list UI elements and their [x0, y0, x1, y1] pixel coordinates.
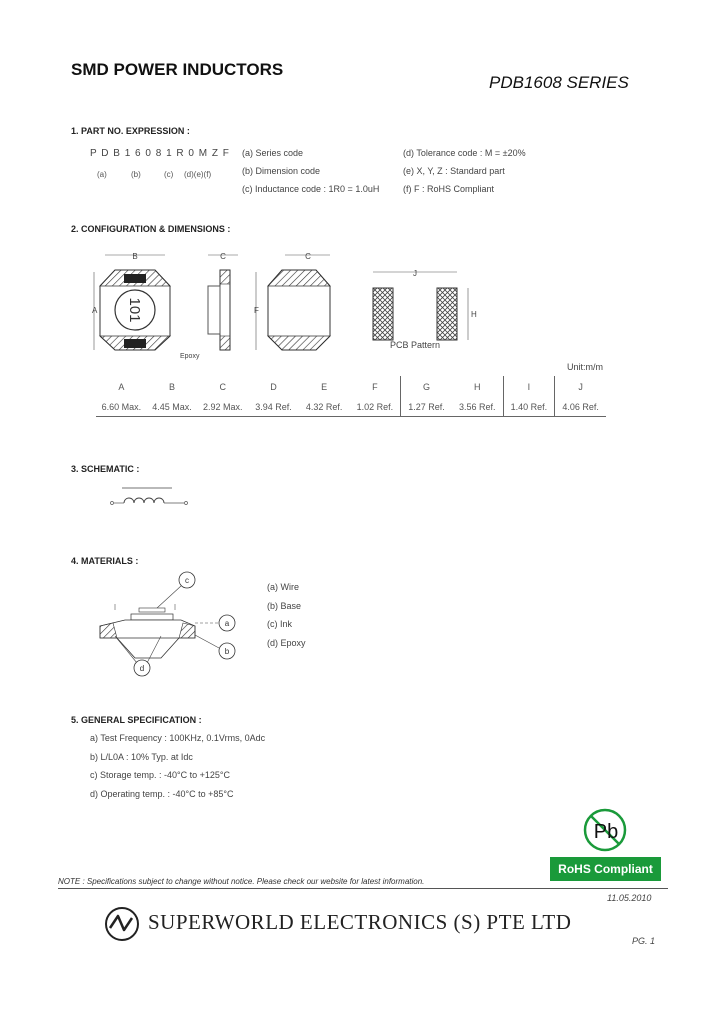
table-cell: 3.56 Ref.	[452, 398, 503, 417]
section-spec-heading: 5. GENERAL SPECIFICATION :	[71, 715, 202, 725]
pcb-pattern-drawing	[373, 269, 477, 350]
table-cell: 1.40 Ref.	[503, 398, 555, 417]
footer-note: NOTE : Specifications subject to change without notice. Please check our website for latest information.	[58, 877, 425, 886]
desc-d: (d) Tolerance code : M = ±20%	[403, 148, 526, 158]
dimension-drawings	[80, 240, 500, 365]
dim-label-h: H	[471, 310, 477, 319]
table-header: I	[503, 376, 555, 398]
table-header: D	[270, 382, 277, 392]
rohs-compliant-badge: RoHS Compliant	[550, 857, 661, 881]
lead-free-icon	[580, 805, 630, 855]
material-item: (a) Wire	[267, 582, 299, 592]
section-part-no-heading: 1. PART NO. EXPRESSION :	[71, 126, 190, 136]
page-title: SMD POWER INDUCTORS	[71, 60, 284, 79]
document-date: 11.05.2010	[607, 893, 652, 903]
callout-a: a	[224, 619, 230, 628]
marking-code: 101	[126, 297, 143, 323]
dim-label-j: J	[413, 269, 417, 278]
table-header: C	[219, 382, 226, 392]
bottom-view-drawing	[254, 252, 330, 350]
desc-e: (e) X, Y, Z : Standard part	[403, 166, 505, 176]
part-no-code: P D B 1 6 0 8 1 R 0 M Z F	[90, 148, 230, 159]
material-item: (b) Base	[267, 601, 302, 611]
section-schematic-heading: 3. SCHEMATIC :	[71, 464, 140, 474]
dim-label-b: B	[132, 252, 138, 261]
company-name: SUPERWORLD ELECTRONICS (S) PTE LTD	[148, 910, 572, 934]
inductor-schematic	[100, 484, 200, 514]
table-header: J	[578, 382, 583, 392]
desc-c: (c) Inductance code : 1R0 = 1.0uH	[242, 184, 380, 194]
desc-b: (b) Dimension code	[242, 166, 321, 176]
page-number: PG. 1	[632, 936, 656, 946]
table-cell: 6.60 Max.	[96, 398, 147, 417]
dim-label-c2: C	[305, 252, 311, 261]
epoxy-label: Epoxy	[180, 353, 200, 360]
part-label-c: (c)	[164, 170, 174, 179]
table-cell: 4.06 Ref.	[555, 398, 606, 417]
table-cell: 1.27 Ref.	[401, 398, 452, 417]
table-cell: 2.92 Max.	[197, 398, 248, 417]
unit-label: Unit:m/m	[567, 362, 603, 372]
spec-item: a) Test Frequency : 100KHz, 0.1Vrms, 0Adc	[90, 733, 266, 743]
pcb-pattern-label: PCB Pattern	[389, 340, 441, 350]
part-label-a: (a)	[97, 170, 107, 179]
section-materials-heading: 4. MATERIALS :	[71, 556, 139, 566]
spec-item: b) L/L0A : 10% Typ. at Idc	[90, 752, 193, 762]
side-view-drawing	[180, 252, 238, 360]
callout-c: c	[185, 576, 189, 585]
table-header: B	[169, 382, 176, 392]
table-header: F	[349, 376, 400, 398]
table-cell: 3.94 Ref.	[248, 398, 299, 417]
table-header: H	[452, 376, 503, 398]
table-cell: 1.02 Ref.	[349, 398, 400, 417]
dim-label-a: A	[92, 306, 98, 315]
table-header: A	[118, 382, 125, 392]
part-label-def: (d)(e)(f)	[184, 170, 212, 179]
table-header: G	[423, 382, 431, 392]
table-cell: 4.32 Ref.	[299, 398, 350, 417]
series-name: PDB1608 SERIES	[489, 73, 629, 92]
company-logo-icon	[104, 906, 140, 942]
desc-a: (a) Series code	[242, 148, 304, 158]
footer-divider	[58, 888, 668, 889]
section-config-heading: 2. CONFIGURATION & DIMENSIONS :	[71, 224, 231, 234]
material-item: (d) Epoxy	[267, 638, 306, 648]
spec-item: c) Storage temp. : -40°C to +125°C	[90, 770, 231, 780]
spec-item: d) Operating temp. : -40°C to +85°C	[90, 789, 234, 799]
desc-f: (f) F : RoHS Compliant	[403, 184, 495, 194]
dim-label-c: C	[220, 252, 226, 261]
callout-d: d	[139, 664, 145, 673]
table-header: E	[321, 382, 328, 392]
table-cell: 4.45 Max.	[147, 398, 198, 417]
pb-symbol: Pb	[593, 821, 619, 843]
callout-b: b	[224, 647, 230, 656]
dim-label-f: F	[254, 306, 259, 315]
dimension-table	[96, 376, 606, 417]
part-label-b: (b)	[131, 170, 141, 179]
top-view-drawing	[92, 252, 170, 350]
material-item: (c) Ink	[267, 619, 293, 629]
materials-cross-section	[95, 568, 245, 680]
